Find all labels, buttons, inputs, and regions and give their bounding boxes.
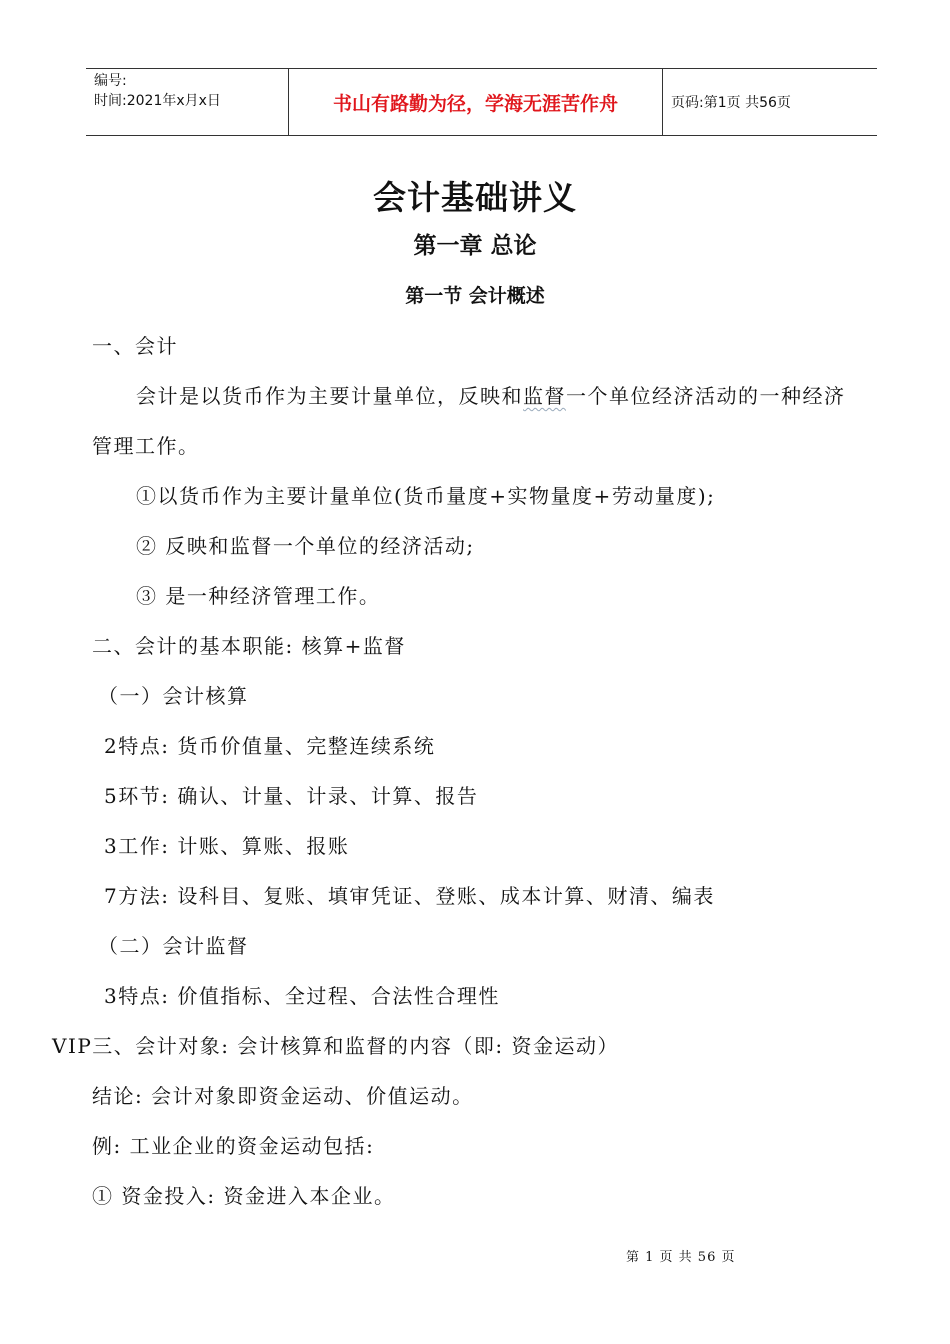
heading-functions: 二、会计的基本职能: 核算+监督 bbox=[92, 634, 406, 658]
header-meta bbox=[86, 69, 288, 135]
heading-object: VIP三、会计对象: 会计核算和监督的内容（即: 资金运动） bbox=[52, 1034, 619, 1058]
chapter-title: 第一章 总论 bbox=[413, 232, 537, 259]
conclusion-line: 结论: 会计对象即资金运动、价值运动。 bbox=[92, 1084, 474, 1108]
time-label: 时间:2021年x月x日 bbox=[94, 93, 221, 109]
example-line: 例: 工业企业的资金运动包括: bbox=[92, 1134, 375, 1158]
section-title: 第一节 会计概述 bbox=[405, 285, 545, 307]
supervision-features: 3特点: 价值指标、全过程、合法性合理性 bbox=[104, 984, 500, 1008]
definition-part-1: 会计是以货币作为主要计量单位，反映和 bbox=[136, 384, 523, 408]
code-label: 编号: bbox=[94, 73, 127, 89]
document-title: 会计基础讲义 bbox=[373, 178, 577, 217]
definition-part-3: 一个单位经济活动的一种经济 bbox=[566, 384, 846, 408]
page-footer: 第 1 页 共 56 页 bbox=[626, 1250, 736, 1265]
fund-input-line: ① 资金投入: 资金进入本企业。 bbox=[92, 1184, 396, 1208]
calc-methods: 7方法: 设科目、复账、填审凭证、登账、成本计算、财清、编表 bbox=[104, 884, 715, 908]
calc-work: 3工作: 计账、算账、报账 bbox=[104, 834, 350, 858]
heading-accounting: 一、会计 bbox=[92, 334, 178, 358]
header-motto: 书山有路勤为径，学海无涯苦作舟 bbox=[288, 69, 663, 135]
point-1: ①以货币作为主要计量单位(货币量度+实物量度+劳动量度); bbox=[136, 484, 716, 508]
header-table bbox=[86, 68, 877, 136]
subheading-supervision: （二）会计监督 bbox=[98, 934, 249, 958]
definition-part-2: 监督 bbox=[523, 384, 566, 408]
point-3: ③ 是一种经济管理工作。 bbox=[136, 584, 381, 608]
calc-features: 2特点: 货币价值量、完整连续系统 bbox=[104, 734, 436, 758]
calc-steps: 5环节: 确认、计量、计录、计算、报告 bbox=[104, 784, 479, 808]
point-2: ② 反映和监督一个单位的经济活动; bbox=[136, 534, 475, 558]
definition-line bbox=[136, 380, 846, 409]
definition-cont: 管理工作。 bbox=[92, 434, 200, 458]
header-page-info: 页码:第1页 共56页 bbox=[671, 95, 791, 111]
subheading-accounting-calc: （一）会计核算 bbox=[98, 684, 249, 708]
